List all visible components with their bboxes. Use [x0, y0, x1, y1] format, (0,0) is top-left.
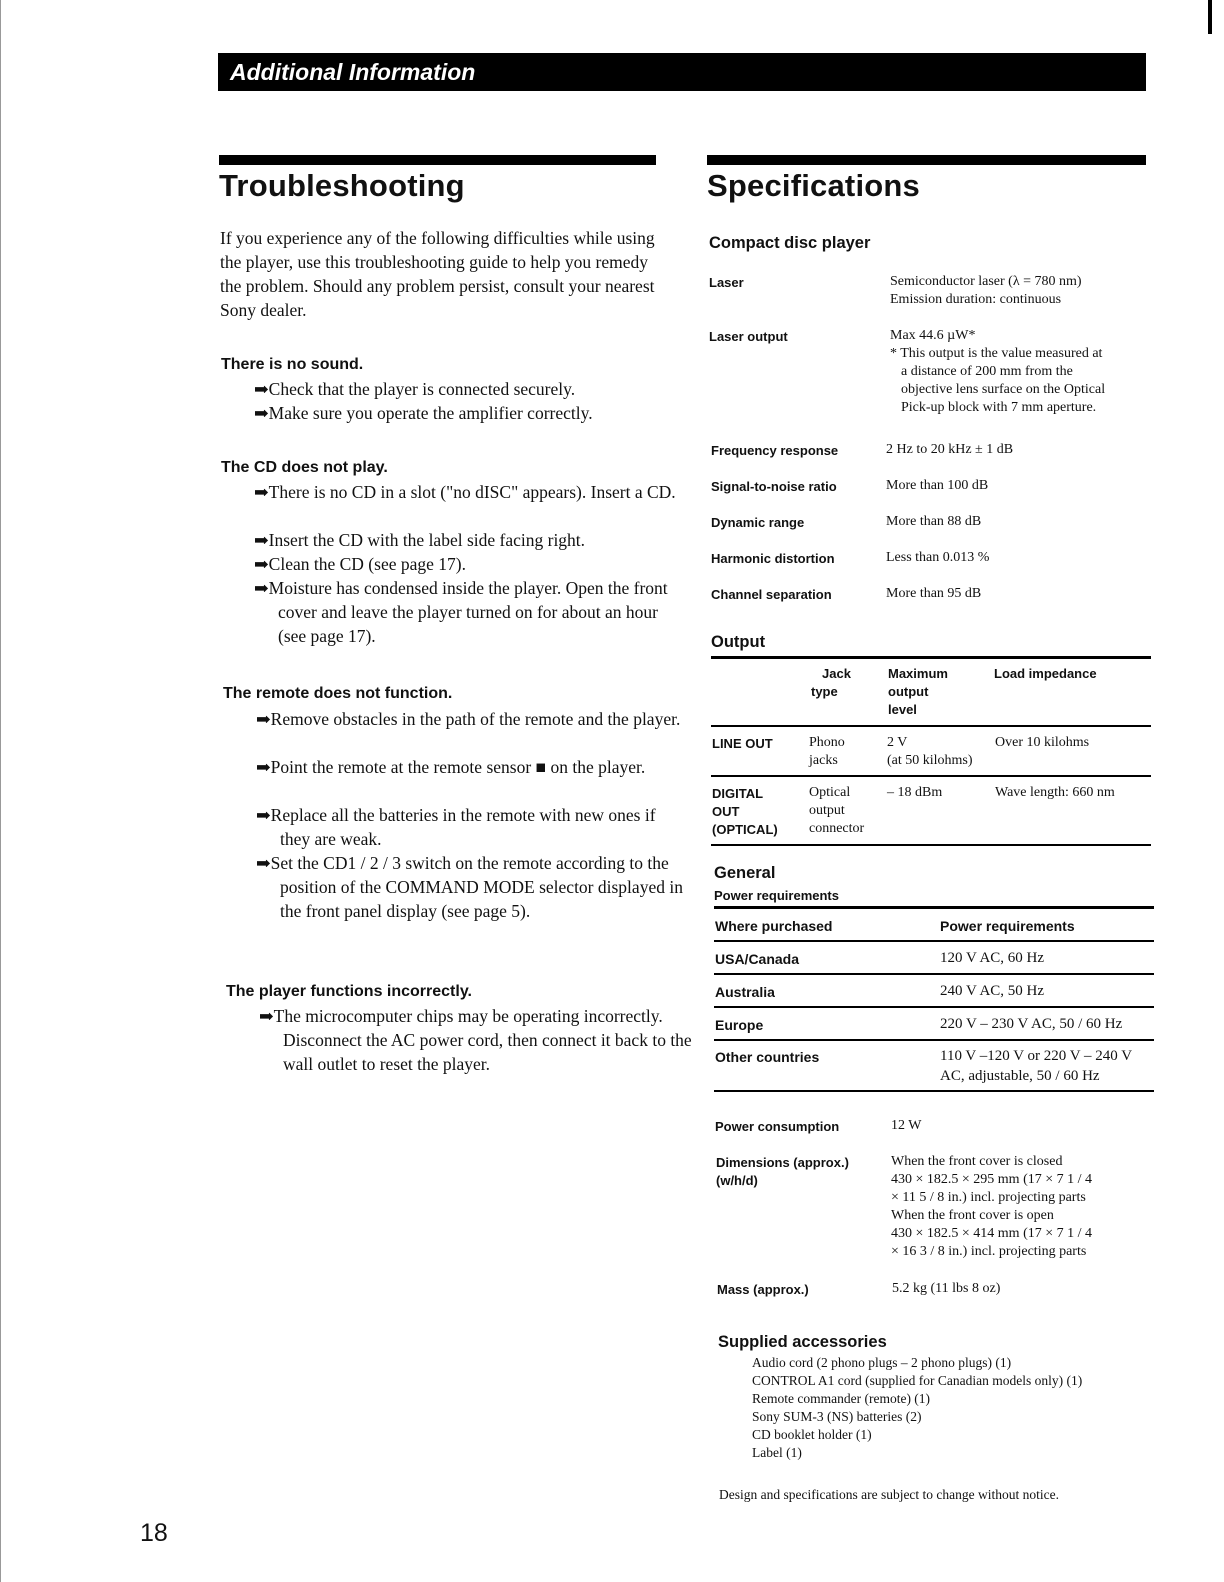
arrow-icon: ➡ [254, 379, 269, 399]
laser-value-1: Semiconductor laser (λ = 780 nm) [890, 274, 1082, 289]
region-power: 120 V AC, 60 Hz [940, 950, 1045, 966]
troubleshooting-intro: If you experience any of the following difficulties while using the player, use this troubleshooting guide to help you remedy the problem. Should any problem persist, consult your nearest Sony dealer. [220, 228, 655, 320]
arrow-icon: ➡ [254, 554, 269, 574]
region-power: AC, adjustable, 50 / 60 Hz [940, 1068, 1100, 1084]
spec-label: Frequency response [711, 443, 839, 458]
section-header-title: Additional Information [230, 59, 476, 85]
accessory-item: Label (1) [752, 1445, 802, 1460]
spec-label: Dynamic range [711, 515, 805, 530]
laser-label: Laser [709, 275, 744, 290]
table-rule [714, 1039, 1154, 1041]
troubleshooting-rule [219, 155, 656, 165]
specifications-rule [707, 155, 1146, 165]
region-power: 110 V –120 V or 220 V – 240 V [940, 1048, 1133, 1064]
region-power: 240 V AC, 50 Hz [940, 983, 1045, 999]
list-item: ➡Insert the CD with the label side facing right. [254, 530, 586, 550]
table-rule [711, 775, 1151, 777]
table-rule [714, 1090, 1154, 1092]
spec-label: Signal-to-noise ratio [711, 479, 837, 494]
cd-player-heading: Compact disc player [709, 234, 871, 252]
arrow-icon: ➡ [256, 853, 271, 873]
col-header-max: level [888, 702, 917, 717]
section-header-bar [218, 53, 1146, 91]
issue-title: The remote does not function. [223, 685, 453, 702]
table-rule [714, 1006, 1154, 1008]
table-rule [714, 940, 1154, 942]
output-name: (OPTICAL) [712, 822, 778, 837]
output-heading: Output [711, 633, 766, 651]
arrow-icon: ➡ [254, 403, 269, 423]
laser-value-2: Emission duration: continuous [890, 292, 1062, 307]
spec-value: More than 95 dB [886, 586, 982, 601]
list-item: ➡Replace all the batteries in the remote with new ones if they are weak. [256, 805, 656, 849]
issue-title: There is no sound. [221, 356, 364, 373]
region-name: Australia [715, 984, 775, 1000]
output-name: DIGITAL [712, 786, 764, 801]
spec-label: Harmonic distortion [711, 551, 835, 566]
dimensions-value: 430 × 182.5 × 414 mm (17 × 7 1 / 4 [891, 1226, 1093, 1241]
dimensions-value: When the front cover is closed [891, 1154, 1063, 1169]
power-consumption-value: 12 W [891, 1118, 922, 1133]
col-header-jack: Jack [822, 666, 851, 681]
list-item: ➡Clean the CD (see page 17). [254, 554, 466, 574]
laser-output-note: * This output is the value measured at [890, 346, 1103, 361]
table-rule [711, 656, 1151, 659]
accessories-heading: Supplied accessories [718, 1333, 887, 1351]
output-level: (at 50 kilohms) [887, 753, 973, 768]
laser-output-note: Pick-up block with 7 mm aperture. [901, 400, 1097, 415]
arrow-icon: ➡ [256, 805, 271, 825]
dimensions-label: Dimensions (approx.) [716, 1155, 849, 1170]
output-jack: output [809, 803, 845, 818]
specifications-title: Specifications [707, 168, 920, 203]
arrow-icon: ➡ [254, 530, 269, 550]
general-heading: General [714, 864, 776, 882]
table-rule [714, 906, 1154, 909]
dimensions-value: × 16 3 / 8 in.) incl. projecting parts [891, 1244, 1087, 1259]
power-consumption-label: Power consumption [715, 1119, 840, 1134]
output-name: OUT [712, 804, 740, 819]
list-item: ➡Point the remote at the remote sensor ■ on the player. [256, 757, 646, 777]
laser-output-value: Max 44.6 µW* [890, 328, 976, 343]
dimensions-value: When the front cover is open [891, 1208, 1054, 1223]
troubleshooting-title: Troubleshooting [219, 168, 465, 203]
page-number: 18 [140, 1519, 168, 1547]
table-rule [711, 844, 1151, 846]
col-header-jack: type [811, 684, 838, 699]
arrow-icon: ➡ [259, 1006, 274, 1026]
list-item: ➡Moisture has condensed inside the player. Open the front cover and leave the player turned on for about an hour (see page 17). [254, 578, 668, 646]
arrow-icon: ➡ [254, 578, 269, 598]
corner-mark [1208, 0, 1212, 34]
page-edge [0, 0, 1, 1582]
col-header-max: Maximum [888, 666, 948, 681]
accessory-item: Audio cord (2 phono plugs – 2 phono plugs) (1) [752, 1355, 1012, 1370]
output-level: – 18 dBm [887, 785, 943, 800]
col-header-power: Power requirements [940, 918, 1075, 934]
region-name: Europe [715, 1017, 764, 1033]
table-rule [711, 725, 1151, 727]
dimensions-value: 430 × 182.5 × 295 mm (17 × 7 1 / 4 [891, 1172, 1093, 1187]
general-subheading: Power requirements [714, 888, 839, 903]
output-load: Wave length: 660 nm [995, 785, 1115, 800]
table-rule [714, 973, 1154, 975]
accessory-item: CONTROL A1 cord (supplied for Canadian models only) (1) [752, 1373, 1083, 1388]
spec-value: 2 Hz to 20 kHz ± 1 dB [886, 442, 1014, 457]
spec-value: More than 88 dB [886, 514, 982, 529]
arrow-icon: ➡ [254, 482, 269, 502]
issue-title: The CD does not play. [221, 459, 388, 476]
notice-text: Design and specifications are subject to change without notice. [719, 1487, 1060, 1502]
laser-output-note: a distance of 200 mm from the [901, 364, 1073, 379]
output-name: LINE OUT [712, 736, 773, 751]
output-jack: jacks [809, 753, 838, 768]
list-item: ➡There is no CD in a slot ("no dISC" appears). Insert a CD. [254, 482, 676, 502]
list-item: ➡Make sure you operate the amplifier correctly. [254, 403, 593, 423]
mass-value: 5.2 kg (11 lbs 8 oz) [892, 1281, 1001, 1296]
arrow-icon: ➡ [256, 757, 271, 777]
accessory-item: Remote commander (remote) (1) [752, 1391, 931, 1406]
laser-output-label: Laser output [709, 329, 788, 344]
output-jack: Phono [809, 735, 845, 750]
col-header-max: output [888, 684, 929, 699]
col-header-load: Load impedance [994, 666, 1097, 681]
output-level: 2 V [887, 735, 908, 750]
list-item: ➡Remove obstacles in the path of the remote and the player. [256, 709, 681, 729]
output-jack: connector [809, 821, 865, 836]
region-power: 220 V – 230 V AC, 50 / 60 Hz [940, 1016, 1123, 1032]
laser-output-note: objective lens surface on the Optical [901, 382, 1106, 397]
region-name: USA/Canada [715, 951, 800, 967]
list-item: ➡Check that the player is connected securely. [254, 379, 576, 399]
arrow-icon: ➡ [256, 709, 271, 729]
output-jack: Optical [809, 785, 851, 800]
accessory-item: CD booklet holder (1) [752, 1427, 872, 1442]
list-item: ➡Set the CD1 / 2 / 3 switch on the remote according to the position of the COMMAND MODE selector displayed in the front panel display (see page 5). [256, 853, 683, 921]
spec-value: Less than 0.013 % [886, 550, 990, 565]
dimensions-label: (w/h/d) [716, 1173, 758, 1188]
list-item: ➡The microcomputer chips may be operating incorrectly. Disconnect the AC power cord, then connect it back to the wall outlet to reset the player. [259, 1006, 692, 1074]
issue-title: The player functions incorrectly. [226, 983, 472, 1000]
region-name: Other countries [715, 1049, 820, 1065]
mass-label: Mass (approx.) [717, 1282, 809, 1297]
spec-value: More than 100 dB [886, 478, 989, 493]
col-header-where: Where purchased [715, 918, 833, 934]
dimensions-value: × 11 5 / 8 in.) incl. projecting parts [891, 1190, 1086, 1205]
output-load: Over 10 kilohms [995, 735, 1090, 750]
spec-label: Channel separation [711, 587, 832, 602]
accessory-item: Sony SUM-3 (NS) batteries (2) [752, 1409, 922, 1424]
